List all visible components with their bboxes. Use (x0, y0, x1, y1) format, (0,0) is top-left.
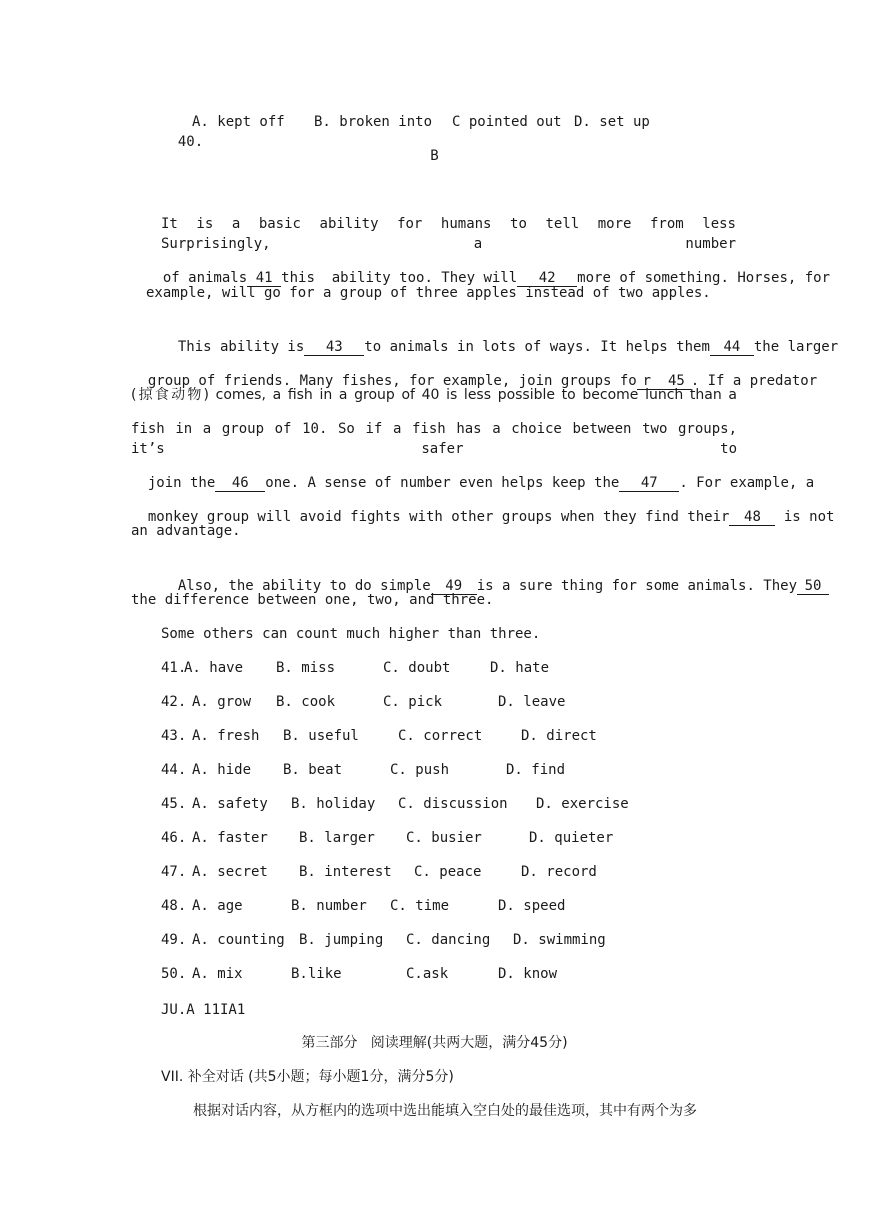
passage-text: this ability too. They will (281, 270, 518, 286)
passage-text: This ability is (177, 339, 305, 355)
blank-49: 49 (431, 578, 477, 595)
option-d: D. leave (498, 694, 566, 710)
option-c: C. time (390, 898, 450, 914)
question-number: 42. (161, 694, 187, 710)
passage-text: . For example, a (679, 475, 815, 491)
blank-45: r 45 (637, 373, 691, 390)
option-c: C. discussion (398, 796, 508, 812)
instructions: 根据对话内容，从方框内的选项中选出能填入空白处的最佳选项，其中有两个为多 (193, 1103, 697, 1119)
option-d: D. swimming (513, 932, 606, 948)
option-d: D. hate (490, 660, 550, 676)
blank-43: 43 (304, 339, 364, 356)
option-c: C. doubt (383, 660, 451, 676)
passage-line: an advantage. (131, 523, 241, 539)
passage-text: . If a predator (690, 373, 818, 389)
option-b: B. miss (276, 660, 336, 676)
passage-text: the larger (753, 339, 839, 355)
question-number: 48. (161, 898, 187, 914)
section-b-title: B (430, 148, 439, 164)
option-d: D. direct (521, 728, 597, 744)
option-d: D. exercise (536, 796, 629, 812)
question-number: 50. (161, 966, 187, 982)
option-c: C. peace (414, 864, 482, 880)
option-d: D. record (521, 864, 597, 880)
option-b: B. interest (299, 864, 392, 880)
option-b: B.like (291, 966, 342, 982)
passage-line: fish in a group of 10. So if a fish has a choice between two groups, it’s safer to (131, 421, 737, 457)
option-b: B. broken into (314, 114, 433, 130)
passage-text: more of something. Horses, for (577, 270, 831, 286)
option-c: C.ask (406, 966, 449, 982)
option-a: A. secret (192, 864, 268, 880)
blank-48: 48 (729, 509, 775, 526)
code-line: JU.A 11IA1 (161, 1002, 246, 1018)
option-d: D. find (506, 762, 566, 778)
passage-line: It is a basic ability for humans to tell more from less Surprisingly, a number (161, 216, 736, 252)
passage-text: is not (775, 509, 835, 525)
option-a: A. have (184, 660, 244, 676)
question-number: 47. (161, 864, 187, 880)
option-a: A. safety (192, 796, 268, 812)
question-number: 40. (177, 134, 204, 150)
option-b: B. holiday (291, 796, 376, 812)
part3-title: 第三部分 阅读理解(共两大题，满分45分) (301, 1035, 568, 1051)
option-d: D. know (498, 966, 558, 982)
option-b: B. beat (283, 762, 343, 778)
section7-title: VII. 补全对话 (共5小题；每小题1分，满分5分) (161, 1069, 454, 1085)
option-a: A. fresh (192, 728, 260, 744)
option-b: B. cook (276, 694, 336, 710)
blank-41: 41 (247, 270, 281, 287)
question-number: 45. (161, 796, 187, 812)
option-b: B. larger (299, 830, 375, 846)
passage-text: join the (147, 475, 216, 491)
option-a: A. kept off (192, 114, 285, 130)
passage-text: is a sure thing for some animals. They (476, 578, 798, 594)
passage-line: (掠食动物) comes, a fish in a group of 40 is less possible to become lunch than a (131, 387, 737, 403)
passage-line: example, will go for a group of three apples instead of two apples. (146, 285, 711, 301)
passage-text: Also, the ability to do simple (177, 578, 431, 594)
passage-text: monkey group will avoid fights with other groups when they find their (147, 509, 730, 525)
option-a: A. counting (192, 932, 285, 948)
question-number: 46. (161, 830, 187, 846)
question-number: 44. (161, 762, 187, 778)
option-c: C. pick (383, 694, 443, 710)
blank-46: 46 (215, 475, 265, 492)
option-d: D. speed (498, 898, 566, 914)
option-c: C. correct (398, 728, 483, 744)
passage-text: of animals (162, 270, 248, 286)
option-a: A. hide (192, 762, 252, 778)
option-a: A. grow (192, 694, 252, 710)
option-b: B. number (291, 898, 367, 914)
question-number: 41. (161, 660, 187, 676)
option-c: C. push (390, 762, 450, 778)
option-a: A. faster (192, 830, 268, 846)
blank-42: 42 (517, 270, 577, 287)
option-a: A. mix (192, 966, 243, 982)
question-number: 49. (161, 932, 187, 948)
option-b: B. jumping (299, 932, 384, 948)
option-c: C. busier (406, 830, 482, 846)
option-d: D. quieter (529, 830, 614, 846)
blank-44: 44 (710, 339, 754, 356)
passage-line: the difference between one, two, and three. (131, 592, 494, 608)
passage-text: group of friends. Many fishes, for example, join groups fo (147, 373, 637, 389)
option-d: D. set up (574, 114, 650, 130)
passage-text: to animals in lots of ways. It helps them (364, 339, 710, 355)
option-c: C. dancing (406, 932, 491, 948)
option-c: C pointed out (452, 114, 562, 130)
blank-47: 47 (619, 475, 679, 492)
passage-text: one. A sense of number even helps keep the (265, 475, 620, 491)
option-a: A. age (192, 898, 243, 914)
question-number: 43. (161, 728, 187, 744)
blank-50: 50 (797, 578, 829, 595)
passage-line: Some others can count much higher than three. (161, 626, 541, 642)
option-b: B. useful (283, 728, 359, 744)
passage-line (146, 248, 831, 288)
